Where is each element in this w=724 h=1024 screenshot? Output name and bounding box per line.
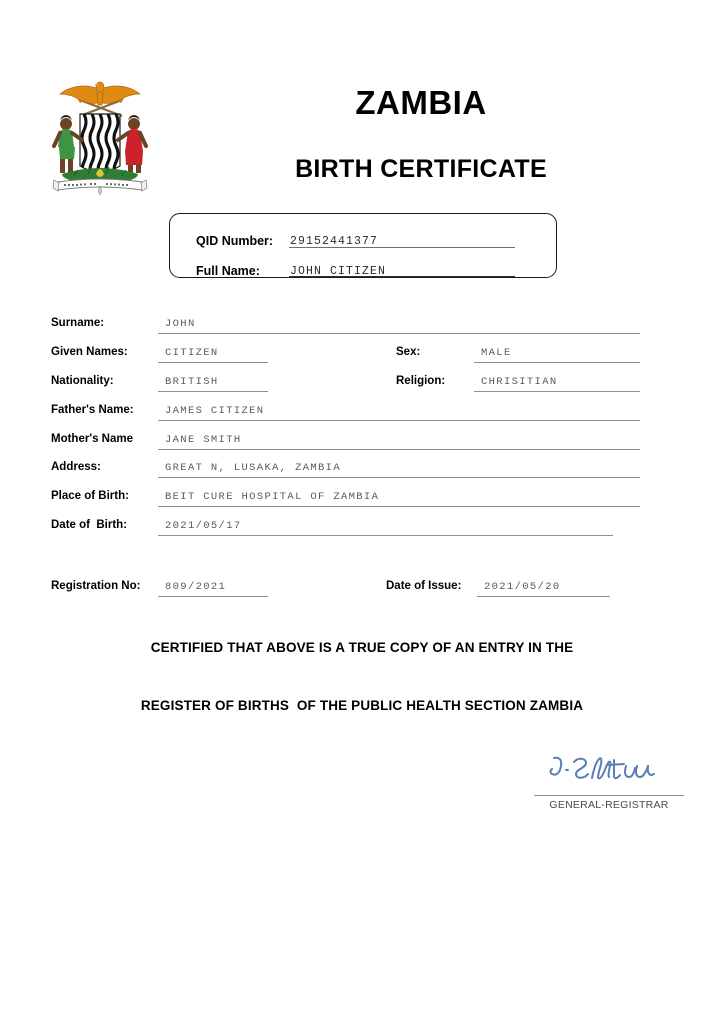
fathers-name-label: Father's Name: xyxy=(51,404,134,416)
surname-label: Surname: xyxy=(51,317,105,329)
qid-label: QID Number: xyxy=(196,234,274,248)
signature-rule xyxy=(534,795,684,796)
sex-value: MALE xyxy=(481,347,512,359)
certification-line-1: CERTIFIED THAT ABOVE IS A TRUE COPY OF AN ENTRY IN THE xyxy=(150,640,574,655)
signature-caption: GENERAL-REGISTRAR xyxy=(549,799,669,811)
date-of-issue-label: Date of Issue: xyxy=(386,580,462,592)
date-of-birth-rule xyxy=(158,535,613,536)
signature-icon xyxy=(544,748,664,792)
mothers-name-rule xyxy=(158,449,640,450)
certification-line-2: REGISTER OF BIRTHS OF THE PUBLIC HEALTH SECTION ZAMBIA xyxy=(140,698,584,713)
address-value: GREAT N, LUSAKA, ZAMBIA xyxy=(165,462,341,474)
fathers-name-value: JAMES CITIZEN xyxy=(165,405,265,417)
fullname-row xyxy=(170,264,556,290)
address-rule xyxy=(158,477,640,478)
place-of-birth-rule xyxy=(158,506,640,507)
date-of-birth-label: Date of Birth: xyxy=(51,519,128,531)
mothers-name-label: Mother's Name xyxy=(51,433,133,445)
registration-no-value: 809/2021 xyxy=(165,581,227,593)
mothers-name-value: JANE SMITH xyxy=(165,434,242,446)
registration-no-rule xyxy=(158,596,268,597)
nationality-rule xyxy=(158,391,268,392)
page-title: ZAMBIA xyxy=(355,84,487,121)
date-of-issue-value: 2021/05/20 xyxy=(484,581,561,593)
surname-rule xyxy=(158,333,640,334)
place-of-birth-label: Place of Birth: xyxy=(51,490,129,502)
fathers-name-rule xyxy=(158,420,640,421)
fullname-underline xyxy=(289,276,515,277)
fullname-value: JOHN CITIZEN xyxy=(290,265,387,278)
sex-label: Sex: xyxy=(396,346,421,358)
religion-value: CHRISITIAN xyxy=(481,376,558,388)
religion-rule xyxy=(474,391,640,392)
surname-value: JOHN xyxy=(165,318,196,330)
qid-value: 29152441377 xyxy=(290,235,379,248)
nationality-label: Nationality: xyxy=(51,375,114,387)
page-subtitle: BIRTH CERTIFICATE xyxy=(295,155,547,183)
address-label: Address: xyxy=(51,461,101,473)
sex-rule xyxy=(474,362,640,363)
fullname-label: Full Name: xyxy=(196,264,260,278)
date-of-birth-value: 2021/05/17 xyxy=(165,520,242,532)
given-names-rule xyxy=(158,362,268,363)
place-of-birth-value: BEIT CURE HOSPITAL OF ZAMBIA xyxy=(165,491,380,503)
nationality-value: BRITISH xyxy=(165,376,219,388)
date-of-issue-rule xyxy=(477,596,610,597)
signature-block xyxy=(534,748,684,810)
given-names-label: Given Names: xyxy=(51,346,128,358)
zambia-coat-of-arms-icon xyxy=(44,74,156,198)
qid-underline xyxy=(289,247,515,248)
religion-label: Religion: xyxy=(396,375,446,387)
registration-no-label: Registration No: xyxy=(51,580,141,592)
given-names-value: CITIZEN xyxy=(165,347,219,359)
identity-box xyxy=(169,213,557,278)
